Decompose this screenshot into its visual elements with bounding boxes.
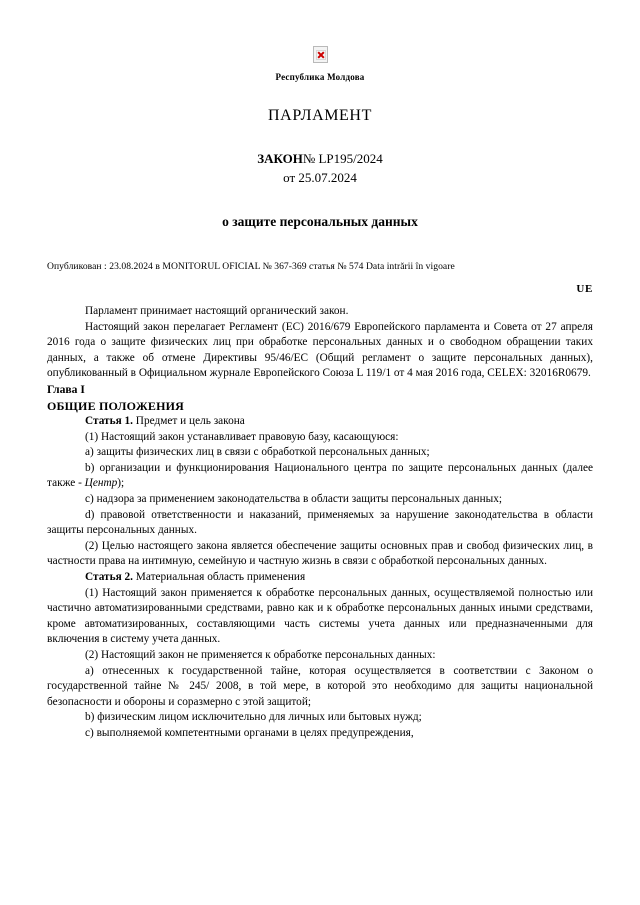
article-1-para-2: (2) Целью настоящего закона является обеспечение защиты основных прав и свобод физических лиц, в частности права на интимную, семейную и частную жизнь в связи с обработкой персональных данных. xyxy=(47,539,593,568)
law-date: от 25.07.2024 xyxy=(283,170,357,185)
publication-info: Опубликован : 23.08.2024 в MONITORUL OFICIAL № 367-369 статья № 574 Data intrării în vigoare xyxy=(47,261,455,272)
chapter-title: ОБЩИЕ ПОЛОЖЕНИЯ xyxy=(47,398,185,413)
country-name: Республика Молдова xyxy=(275,72,365,82)
article-2-item-c: c) выполняемой компетентными органами в целях предупреждения, xyxy=(85,726,414,739)
law-number: № LP195/2024 xyxy=(302,151,383,166)
article-2-item-a: a) отнесенных к государственной тайне, которая осуществляется в соответствии с Законом о государственной тайне № 245/ 2008, в той мере, в которой это необходимо для защиты национальной безопасности и обороны и соразмерно с этой защитой; xyxy=(47,664,593,708)
article-1-item-d: d) правовой ответственности и наказаний, применяемых за нарушение законодательства в области защиты персональных данных. xyxy=(47,508,593,537)
article-2-para-2: (2) Настоящий закон не применяется к обработке персональных данных: xyxy=(85,648,436,661)
ue-marker: UE xyxy=(576,283,593,295)
article-1-item-b xyxy=(47,461,593,492)
article-1-title: Предмет и цель закона xyxy=(132,415,245,428)
article-1-item-c: c) надзора за применением законодательства в области защиты персональных данных; xyxy=(85,493,502,506)
paragraph-intro-1: Парламент принимает настоящий органический закон. xyxy=(85,305,349,317)
article-2-para-1: (1) Настоящий закон применяется к обработке персональных данных, осуществляемой полностью или частично автоматизированными средствами, равно как и к обработке персональных данных иными средствами, кроме автоматизированных, составляющими часть системы учета данных или предназначенными для включения в систему учета данных. xyxy=(47,586,593,646)
article-1-item-b-text-1: b) организации и функционирования Национального центра по защите персональных данных (далее также - xyxy=(47,461,593,490)
article-1-label: Статья 1. xyxy=(85,415,133,428)
paragraph-intro-2: Настоящий закон перелагает Регламент (ЕС) 2016/679 Европейского парламента и Совета от 27 апреля 2016 года о защите физических лиц при обработке персональных данных и о свободном обращении таких данных, а также об отмене Директивы 95/46/ЕС (Общий регламент о защите персональных данных), опубликованный в Официальном журнале Европейского Союза L 119/1 от 4 мая 2016 года, CELEX: 32016R0679. xyxy=(47,320,593,380)
article-1-item-b-text-2: ); xyxy=(117,477,125,490)
coat-of-arms-image-container xyxy=(47,0,593,63)
article-2-title: Материальная область применения xyxy=(132,571,306,583)
article-2-item-b: b) физическим лицом исключительно для личных или бытовых нужд; xyxy=(85,711,422,724)
article-2-heading xyxy=(47,570,593,586)
document-body xyxy=(47,304,593,742)
article-1-heading xyxy=(47,414,593,430)
article-1-item-a: a) защиты физических лиц в связи с обработкой персональных данных; xyxy=(85,446,430,459)
institution-name: ПАРЛАМЕНТ xyxy=(268,107,372,124)
broken-image-icon xyxy=(313,46,328,63)
law-number-line xyxy=(47,151,593,167)
center-term: Центр xyxy=(84,477,118,490)
article-1-para-1: (1) Настоящий закон устанавливает правовую базу, касающуюся: xyxy=(85,430,399,443)
document-title: о защите персональных данных xyxy=(222,214,418,229)
chapter-number: Глава I xyxy=(47,382,85,396)
article-2-label: Статья 2. xyxy=(85,571,133,583)
law-label: ЗАКОН xyxy=(257,151,303,166)
